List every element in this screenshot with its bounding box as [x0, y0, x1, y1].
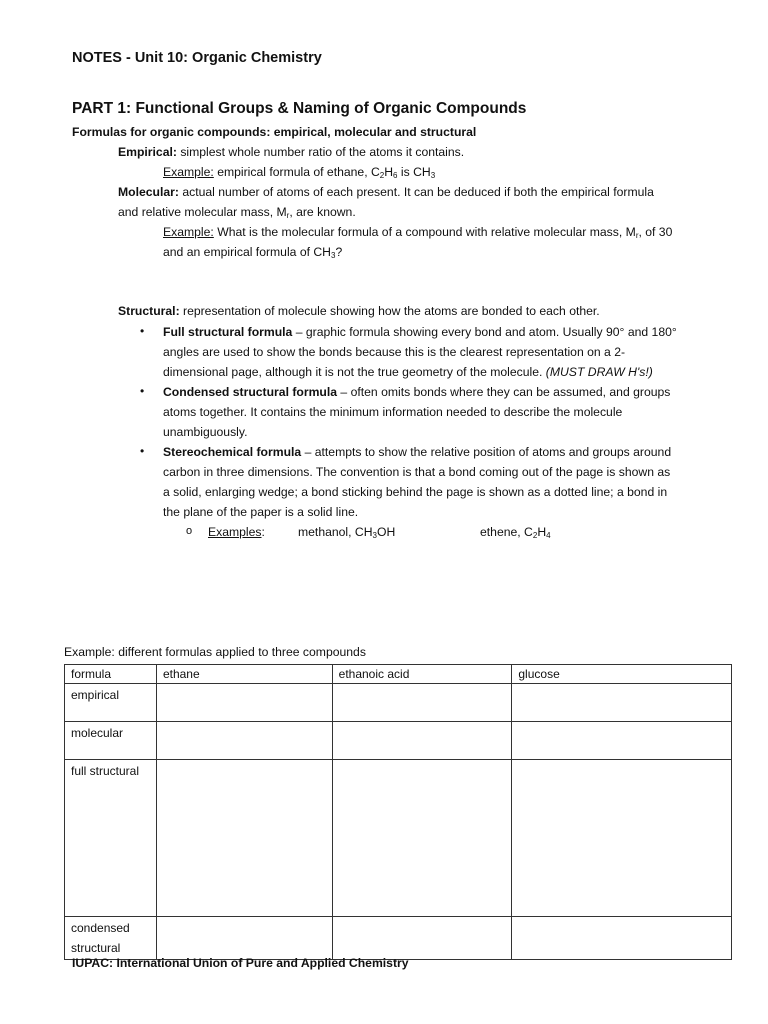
empirical-example-text: H: [384, 165, 394, 179]
table-cell[interactable]: [156, 684, 332, 722]
row-label: condensed structural: [65, 917, 157, 960]
subscript: r: [635, 231, 639, 240]
stereo-term: Stereochemical formula: [163, 445, 302, 459]
examples-label-text: Examples: [208, 525, 262, 539]
subscript: r: [286, 211, 290, 220]
table-cell[interactable]: [512, 684, 732, 722]
table-row: [65, 917, 732, 960]
molecular-example-2: [163, 244, 342, 260]
table-header-cell: ethane: [156, 665, 332, 684]
structural-line: [118, 303, 600, 319]
bullet-icon: •: [140, 444, 145, 458]
formulas-table: [64, 664, 732, 960]
molecular-text: , are known.: [289, 205, 356, 219]
condensed-line-2: atoms together. It contains the minimum information needed to describe the molecule: [163, 405, 623, 419]
table-row: [65, 684, 732, 722]
subscript: 6: [393, 171, 398, 180]
sub-bullet-icon: o: [186, 525, 193, 537]
table-cell[interactable]: [332, 684, 512, 722]
subscript: 3: [372, 531, 377, 540]
molecular-term: Molecular:: [118, 185, 179, 199]
table-cell[interactable]: [156, 760, 332, 917]
empirical-example-text: is CH: [397, 165, 431, 179]
molecular-text: actual number of atoms of each present. It can be deduced if both the empirical formula: [178, 185, 654, 199]
row-label: molecular: [65, 722, 157, 760]
full-structural-line-3: [163, 364, 653, 380]
molecular-example-text: and an empirical formula of CH: [163, 245, 331, 259]
stereo-text: – attempts to show the relative position of atoms and groups around: [301, 445, 672, 459]
example-ethene: [480, 524, 551, 540]
part-title: PART 1: Functional Groups & Naming of Organic Compounds: [72, 100, 527, 117]
table-cell[interactable]: [332, 722, 512, 760]
molecular-example-text: What is the molecular formula of a compound with relative molecular mass, M: [213, 225, 636, 239]
molecular-example-text: ?: [335, 245, 343, 259]
intro-line: Formulas for organic compounds: empirical, molecular and structural: [72, 125, 477, 139]
table-cell[interactable]: [332, 917, 512, 960]
table-cell[interactable]: [332, 760, 512, 917]
molecular-line: [118, 184, 654, 200]
stereo-line-4: the plane of the paper is a solid line.: [163, 505, 359, 519]
example-methanol: [298, 524, 395, 540]
table-header-row: [65, 665, 732, 684]
full-structural-text: – graphic formula showing every bond and atom. Usually 90° and 180°: [292, 325, 677, 339]
table-row: [65, 722, 732, 760]
row-label: full structural: [65, 760, 157, 917]
subscript: 3: [430, 171, 436, 180]
table-row: [65, 760, 732, 917]
table-cell[interactable]: [512, 917, 732, 960]
empirical-example: [163, 164, 435, 180]
bullet-icon: •: [140, 384, 145, 398]
subscript: 3: [331, 251, 336, 260]
full-structural-line: [163, 324, 677, 340]
must-draw-note: (MUST DRAW H's!): [545, 365, 653, 379]
molecular-example-label: Example:: [163, 225, 214, 239]
empirical-line: [118, 144, 464, 160]
empirical-term: Empirical:: [118, 145, 177, 159]
molecular-text: and relative molecular mass, M: [118, 205, 287, 219]
structural-text: representation of molecule showing how the atoms are bonded to each other.: [179, 304, 600, 318]
empirical-example-label: Example:: [163, 165, 214, 179]
examples-colon: :: [261, 525, 265, 539]
molecular-example-text: , of 30: [638, 225, 673, 239]
table-cell[interactable]: [512, 722, 732, 760]
molecular-example: [163, 224, 672, 240]
ethene-text: H: [537, 525, 547, 539]
table-caption: Example: different formulas applied to three compounds: [64, 645, 366, 659]
condensed-term: Condensed structural formula: [163, 385, 338, 399]
examples-label: [208, 524, 265, 540]
condensed-text: – often omits bonds where they can be assumed, and groups: [337, 385, 671, 399]
page-title: NOTES - Unit 10: Organic Chemistry: [72, 50, 322, 66]
footer-note: IUPAC: International Union of Pure and Applied Chemistry: [72, 956, 409, 970]
row-label: empirical: [65, 684, 157, 722]
table-cell[interactable]: [156, 722, 332, 760]
empirical-text: simplest whole number ratio of the atoms it contains.: [176, 145, 465, 159]
stereo-line: [163, 444, 671, 460]
subscript: 4: [546, 531, 551, 540]
full-structural-term: Full structural formula: [163, 325, 293, 339]
table-header-cell: ethanoic acid: [332, 665, 512, 684]
stereo-line-2: carbon in three dimensions. The convention is that a bond coming out of the page is shown as: [163, 465, 671, 479]
subscript: 2: [532, 531, 538, 540]
stereo-line-3: a solid, enlarging wedge; a bond sticking behind the page is shown as a dotted line; a bond in: [163, 485, 668, 499]
table-cell[interactable]: [512, 760, 732, 917]
table-cell[interactable]: [156, 917, 332, 960]
empirical-example-text: empirical formula of ethane, C: [213, 165, 380, 179]
bullet-icon: •: [140, 324, 145, 338]
full-structural-line-2: angles are used to show the bonds because this is the clearest representation on a 2-: [163, 345, 626, 359]
methanol-text: OH: [376, 525, 396, 539]
molecular-line-2: [118, 204, 356, 220]
table-header-cell: glucose: [512, 665, 732, 684]
subscript: 2: [379, 171, 385, 180]
structural-term: Structural:: [118, 304, 180, 318]
ethene-text: ethene, C: [480, 525, 533, 539]
table-header-cell: formula: [65, 665, 157, 684]
methanol-text: methanol, CH: [298, 525, 373, 539]
condensed-line: [163, 384, 670, 400]
full-structural-text: dimensional page, although it is not the true geometry of the molecule.: [163, 365, 546, 379]
condensed-line-3: unambiguously.: [163, 425, 248, 439]
